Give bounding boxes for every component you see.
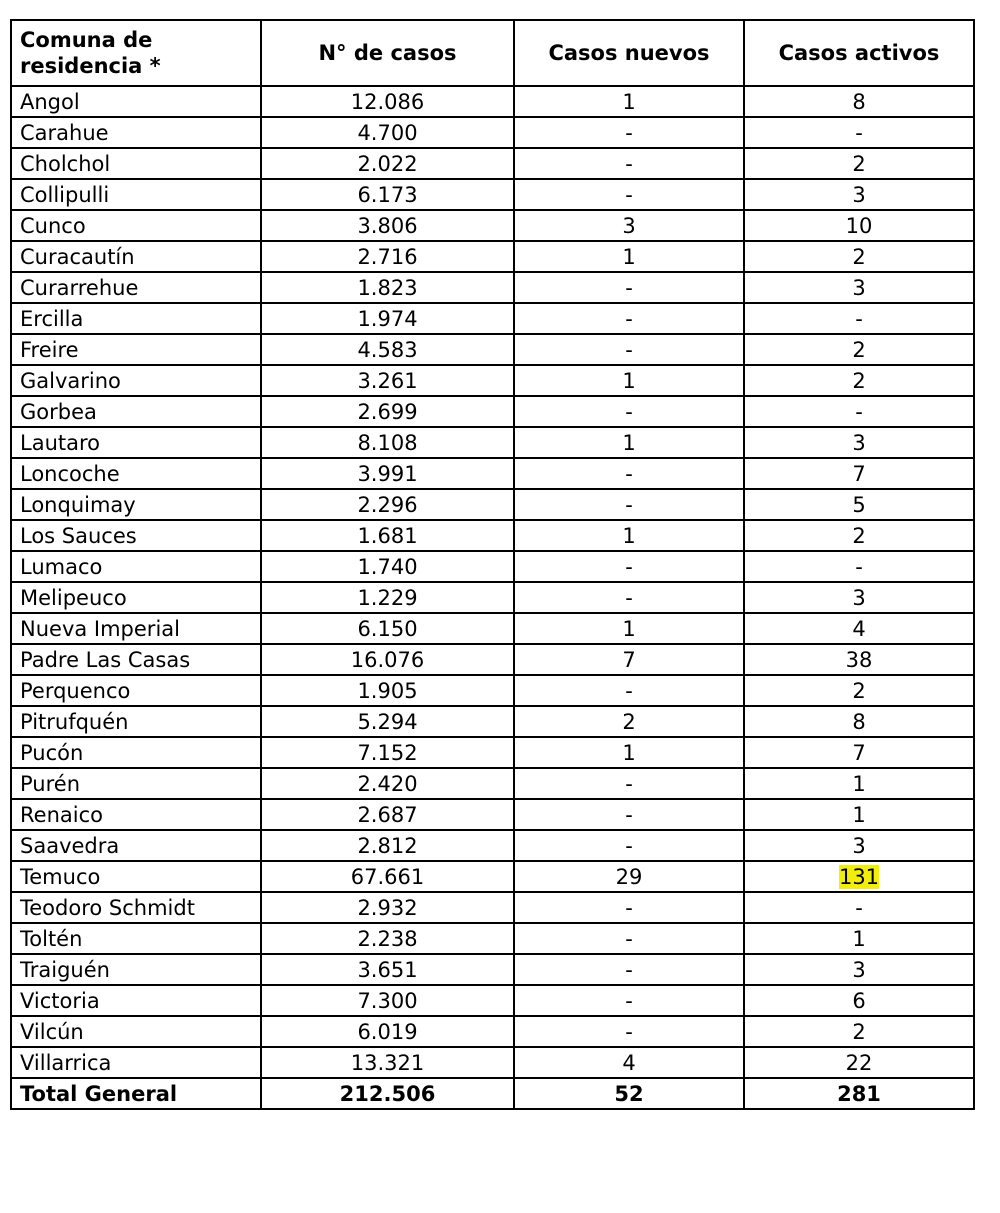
cell-num-casos: 1.740 (261, 551, 514, 582)
table-row (11, 923, 974, 954)
table-row (11, 117, 974, 148)
cell-num-casos: 2.812 (261, 830, 514, 861)
cell-num-casos: 6.173 (261, 179, 514, 210)
cell-comuna: Toltén (11, 923, 261, 954)
cell-casos-activos: 3 (744, 954, 974, 985)
cell-comuna: Curacautín (11, 241, 261, 272)
table-row (11, 954, 974, 985)
cases-table (10, 19, 975, 1110)
cell-casos-nuevos: - (514, 923, 744, 954)
cell-num-casos: 2.687 (261, 799, 514, 830)
cell-casos-nuevos: - (514, 551, 744, 582)
cell-comuna: Perquenco (11, 675, 261, 706)
table-row (11, 675, 974, 706)
cell-comuna: Lonquimay (11, 489, 261, 520)
cell-num-casos: 7.300 (261, 985, 514, 1016)
table-row (11, 86, 974, 117)
cell-comuna: Pitrufquén (11, 706, 261, 737)
cell-casos-nuevos: - (514, 148, 744, 179)
table-row (11, 1016, 974, 1047)
table-row (11, 272, 974, 303)
cell-casos-activos: 8 (744, 86, 974, 117)
cell-comuna: Galvarino (11, 365, 261, 396)
cell-casos-nuevos: 2 (514, 706, 744, 737)
cell-casos-activos: - (744, 396, 974, 427)
cell-casos-activos: 7 (744, 458, 974, 489)
cell-casos-nuevos: 1 (514, 427, 744, 458)
cell-casos-nuevos: 29 (514, 861, 744, 892)
cell-casos-nuevos: - (514, 582, 744, 613)
cell-num-casos: 2.296 (261, 489, 514, 520)
table-row (11, 706, 974, 737)
cell-casos-nuevos: - (514, 272, 744, 303)
table-row (11, 737, 974, 768)
cell-comuna: Ercilla (11, 303, 261, 334)
cell-casos-nuevos: - (514, 985, 744, 1016)
cell-comuna: Traiguén (11, 954, 261, 985)
cell-casos-activos: 4 (744, 613, 974, 644)
cell-comuna: Gorbea (11, 396, 261, 427)
table-body (11, 86, 974, 1078)
cell-num-casos: 4.700 (261, 117, 514, 148)
cell-casos-nuevos: 1 (514, 613, 744, 644)
table-row (11, 303, 974, 334)
cell-casos-nuevos: - (514, 954, 744, 985)
cell-num-casos: 2.022 (261, 148, 514, 179)
cell-comuna: Carahue (11, 117, 261, 148)
cell-casos-nuevos: 1 (514, 520, 744, 551)
cell-comuna: Los Sauces (11, 520, 261, 551)
cell-casos-activos: 1 (744, 923, 974, 954)
cell-comuna: Villarrica (11, 1047, 261, 1078)
table-row (11, 582, 974, 613)
table-row (11, 148, 974, 179)
cell-num-casos: 8.108 (261, 427, 514, 458)
cell-casos-activos: - (744, 551, 974, 582)
cell-num-casos: 1.681 (261, 520, 514, 551)
cell-casos-activos: 7 (744, 737, 974, 768)
table-row (11, 520, 974, 551)
cell-casos-nuevos: - (514, 799, 744, 830)
cell-casos-activos: 3 (744, 179, 974, 210)
table-row (11, 210, 974, 241)
cell-casos-nuevos: - (514, 458, 744, 489)
cell-casos-activos: 2 (744, 365, 974, 396)
cell-comuna: Melipeuco (11, 582, 261, 613)
cell-comuna: Freire (11, 334, 261, 365)
cell-num-casos: 3.806 (261, 210, 514, 241)
total-casos-activos: 281 (744, 1078, 974, 1109)
cell-num-casos: 5.294 (261, 706, 514, 737)
cell-casos-activos: 1 (744, 799, 974, 830)
table-row (11, 985, 974, 1016)
cell-num-casos: 7.152 (261, 737, 514, 768)
highlighted-value: 131 (838, 864, 880, 889)
cell-casos-activos: 2 (744, 334, 974, 365)
cell-casos-activos: 3 (744, 582, 974, 613)
cell-casos-activos: 3 (744, 272, 974, 303)
cell-casos-activos: - (744, 117, 974, 148)
cell-casos-nuevos: 1 (514, 365, 744, 396)
table-row (11, 768, 974, 799)
cell-num-casos: 16.076 (261, 644, 514, 675)
cell-casos-activos: - (744, 303, 974, 334)
cell-num-casos: 4.583 (261, 334, 514, 365)
cell-casos-nuevos: - (514, 117, 744, 148)
cell-casos-nuevos: 4 (514, 1047, 744, 1078)
table-row (11, 458, 974, 489)
cell-num-casos: 6.019 (261, 1016, 514, 1047)
table-row (11, 179, 974, 210)
cell-num-casos: 2.932 (261, 892, 514, 923)
cell-casos-activos: 38 (744, 644, 974, 675)
cell-casos-nuevos: 7 (514, 644, 744, 675)
cell-comuna: Padre Las Casas (11, 644, 261, 675)
cell-casos-nuevos: - (514, 768, 744, 799)
table-row (11, 365, 974, 396)
cell-comuna: Teodoro Schmidt (11, 892, 261, 923)
cell-comuna: Renaico (11, 799, 261, 830)
cell-casos-activos: 1 (744, 768, 974, 799)
cell-casos-activos: 2 (744, 520, 974, 551)
cell-casos-activos: 8 (744, 706, 974, 737)
cell-comuna: Temuco (11, 861, 261, 892)
table-row (11, 427, 974, 458)
cell-comuna: Cunco (11, 210, 261, 241)
cell-casos-nuevos: - (514, 396, 744, 427)
cell-num-casos: 3.261 (261, 365, 514, 396)
cell-num-casos: 1.974 (261, 303, 514, 334)
table-row (11, 613, 974, 644)
table-row (11, 799, 974, 830)
cell-num-casos: 3.651 (261, 954, 514, 985)
total-row (11, 1078, 974, 1109)
table-row (11, 241, 974, 272)
cell-num-casos: 1.905 (261, 675, 514, 706)
cell-num-casos: 12.086 (261, 86, 514, 117)
cell-comuna: Pucón (11, 737, 261, 768)
cell-casos-activos: 6 (744, 985, 974, 1016)
cell-casos-activos: 3 (744, 427, 974, 458)
cell-num-casos: 3.991 (261, 458, 514, 489)
cell-casos-nuevos: 3 (514, 210, 744, 241)
cell-casos-activos (744, 861, 974, 892)
cell-comuna: Nueva Imperial (11, 613, 261, 644)
cell-casos-activos: 2 (744, 675, 974, 706)
cell-casos-activos: 2 (744, 148, 974, 179)
cell-casos-nuevos: - (514, 1016, 744, 1047)
table-row (11, 644, 974, 675)
cell-casos-nuevos: - (514, 179, 744, 210)
cell-casos-nuevos: - (514, 892, 744, 923)
total-num-casos: 212.506 (261, 1078, 514, 1109)
cell-casos-activos: - (744, 892, 974, 923)
total-casos-nuevos: 52 (514, 1078, 744, 1109)
cell-comuna: Victoria (11, 985, 261, 1016)
cell-casos-nuevos: 1 (514, 737, 744, 768)
cell-num-casos: 67.661 (261, 861, 514, 892)
cell-casos-nuevos: - (514, 830, 744, 861)
cell-casos-nuevos: - (514, 675, 744, 706)
total-label: Total General (11, 1078, 261, 1109)
cell-casos-nuevos: - (514, 489, 744, 520)
cell-casos-activos: 22 (744, 1047, 974, 1078)
cell-casos-activos: 2 (744, 241, 974, 272)
table-row (11, 489, 974, 520)
cell-num-casos: 2.699 (261, 396, 514, 427)
cell-casos-nuevos: - (514, 334, 744, 365)
cell-comuna: Saavedra (11, 830, 261, 861)
cell-comuna: Collipulli (11, 179, 261, 210)
table-row (11, 830, 974, 861)
cell-num-casos: 1.823 (261, 272, 514, 303)
cell-comuna: Cholchol (11, 148, 261, 179)
cell-comuna: Purén (11, 768, 261, 799)
table-row (11, 396, 974, 427)
cell-comuna: Lumaco (11, 551, 261, 582)
cell-casos-activos: 3 (744, 830, 974, 861)
cell-casos-nuevos: - (514, 303, 744, 334)
cell-casos-nuevos: 1 (514, 241, 744, 272)
cell-casos-activos: 5 (744, 489, 974, 520)
cell-comuna: Angol (11, 86, 261, 117)
cell-casos-activos: 2 (744, 1016, 974, 1047)
header-num-casos: N° de casos (261, 20, 514, 86)
cell-comuna: Curarrehue (11, 272, 261, 303)
cell-num-casos: 13.321 (261, 1047, 514, 1078)
cell-num-casos: 2.420 (261, 768, 514, 799)
table-row (11, 892, 974, 923)
table-row (11, 334, 974, 365)
cell-num-casos: 2.238 (261, 923, 514, 954)
cell-comuna: Lautaro (11, 427, 261, 458)
cell-num-casos: 1.229 (261, 582, 514, 613)
header-casos-nuevos: Casos nuevos (514, 20, 744, 86)
header-row (11, 20, 974, 86)
header-casos-activos: Casos activos (744, 20, 974, 86)
header-comuna: Comuna de residencia * (11, 20, 261, 86)
cell-casos-nuevos: 1 (514, 86, 744, 117)
cell-casos-activos: 10 (744, 210, 974, 241)
table-row (11, 861, 974, 892)
cell-comuna: Loncoche (11, 458, 261, 489)
cell-comuna: Vilcún (11, 1016, 261, 1047)
table-row (11, 551, 974, 582)
cell-num-casos: 6.150 (261, 613, 514, 644)
table-row (11, 1047, 974, 1078)
cell-num-casos: 2.716 (261, 241, 514, 272)
